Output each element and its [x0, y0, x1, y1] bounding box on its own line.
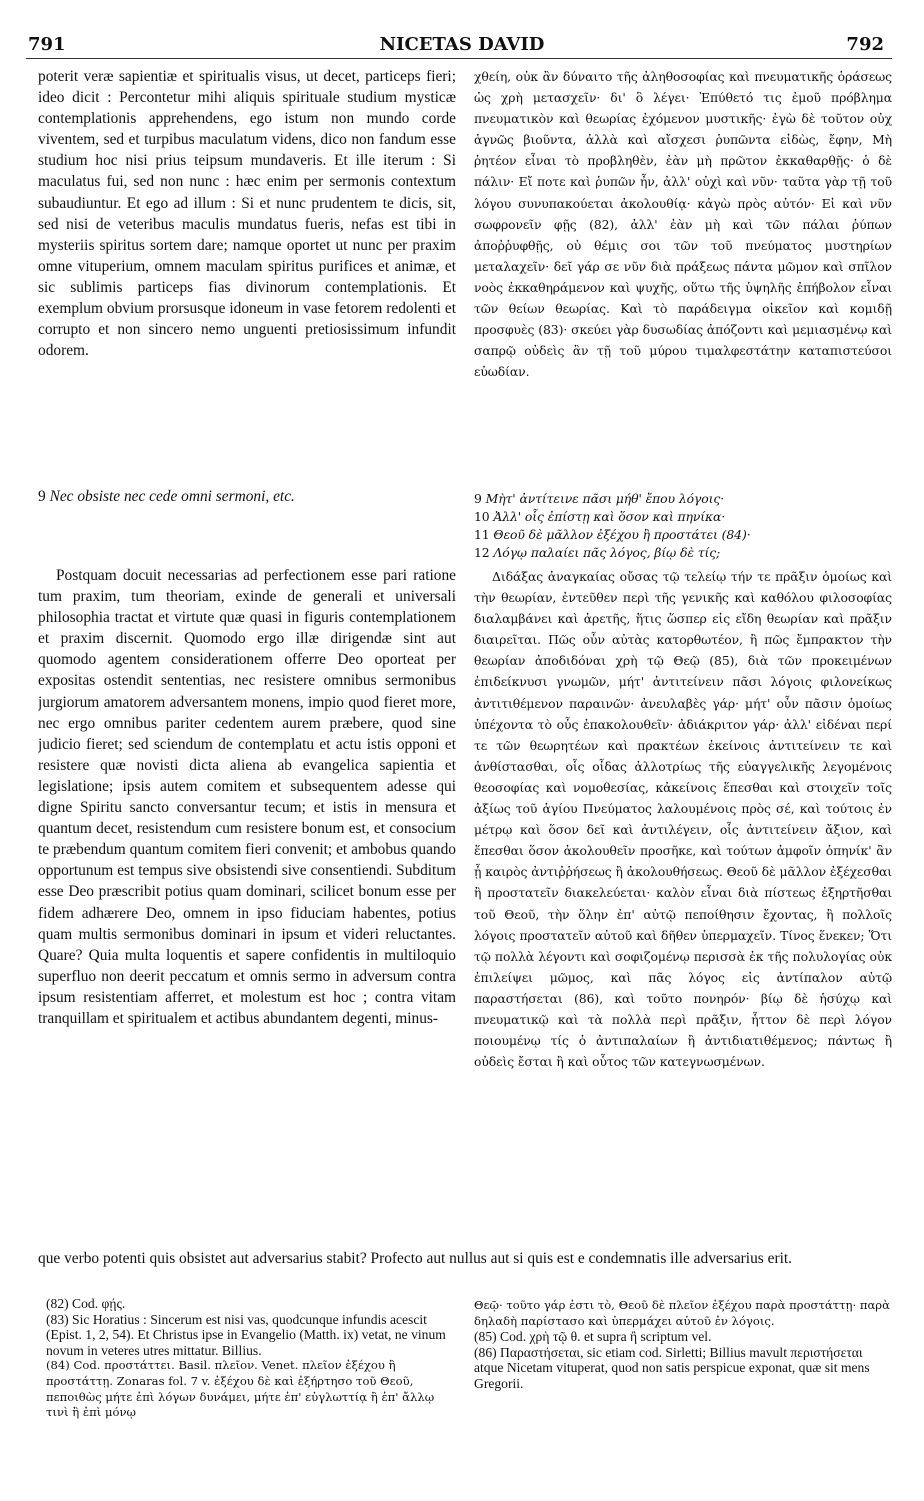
- latin-column-top: [38, 66, 456, 496]
- greek-verse: 10 Ἀλλ' οἷς ἐπίστῃ καὶ ὅσον καὶ πηνίκα·: [474, 509, 726, 524]
- footnote: (85) Cod. χρὴ τῷ θ. et supra ἢ scriptum vel.: [474, 1329, 712, 1345]
- page-number-right: 792: [846, 34, 884, 55]
- greek-verse: 9 Μὴτ' ἀντίτεινε πᾶσι μήθ' ἔπου λόγοις·: [474, 491, 725, 506]
- greek-verse: 11 Θεοῦ δὲ μᾶλλον ἐξέχου ἢ προστάτει (84)·: [474, 527, 751, 542]
- page-number-left: 791: [28, 34, 66, 55]
- latin-verse-heading: [38, 486, 456, 510]
- greek-paragraph: χθείη, οὐκ ἂν δύναιτο τῆς ἀληθοσοφίας καὶ πνευματικῆς ὁράσεως ὡς χρὴ μετασχεῖν· δι' ὃ λέγει· Ἐπύθετό τις ἐμοῦ πρόβλημα πνευματικὸν καὶ θεωρίας ἐχόμενον μυστικῆς· ἐγὼ δὲ τοῦτον οὐχ ἁγνῶς βιοῦντα, ἀλλὰ καὶ αἴσχεσι ῥυπῶντα εἰδὼς, ἔφην, Μὴ ῥητέον εἶναι τὸ προβληθὲν, ἐὰν μὴ πρῶτον ἐκκαθαρθῇς· ὁ δὲ πάλιν· Εἴ ποτε καὶ ῥυπῶν ἦν, ἀλλ' οὐχὶ καὶ νῦν· ταῦτα γὰρ τῇ τοῦ λόγου συνυπακούεται ἀκολουθίᾳ· κἀγὼ πρὸς αὐτόν· Εἰ καὶ νῦν σωφρονεῖν φῇς (82), ἀλλ' ἐὰν μὴ καὶ τῶν πάλαι ῥύπων ἀποῤῥυφθῇς, οὐ θέμις σοι τῶν τοῦ πνεύματος μυστηρίων μεταλαχεῖν· δεῖ γάρ σε νῦν διὰ πράξεως πάντα μῶμον καὶ σπῖλον νοὸς ἐκκαθηράμενον καὶ ψυχῆς, οὕτω τῆς ὑψηλῆς ἐπήβολον εἶναι τῶν θείων θεωρίας. Καὶ τὸ παράδειγμα οἰκεῖον καὶ κομιδῇ προσφυὲς (83)· σκεύει γὰρ δυσωδίας ἀπόζοντι καὶ μεμιασμένῳ καὶ σαπρῷ οὐδεὶς ἂν τῇ τοῦ μύρου τιμαλφεστάτην καταπιστεύσοι εὐωδίαν.: [474, 69, 892, 380]
- greek-commentary: Διδάξας ἀναγκαίας οὔσας τῷ τελείῳ τήν τε πρᾶξιν ὁμοίως καὶ τὴν θεωρίαν, ἐντεῦθεν περὶ τῆς γενικῆς καὶ καθόλου φιλοσοφίας διαλαμβάνει καὶ ἀρετῆς, ἥτις ὥσπερ εἰς εἴδη θεωρίαν καὶ πρᾶξιν διαιρεῖται. Πῶς οὖν αὐτὰς κατορθωτέον, ἢ πῶς ἔμπρακτον τὴν θεωρίαν ἀποδιδόναι χρὴ τῷ Θεῷ (85), διὰ τῶν προκειμένων ἐπιδείκνυσι γνωμῶν, μήτ' ἀντιτείνειν πᾶσι λόγοις φιλονείκως ἀντιτιθέμενον παραινῶν· ἀνευλαβὲς γάρ· μήτ' οὖν πᾶσιν ὁμοίως ὑπέχοντα τὸ οὖς ἐπακολουθεῖν· ἀδιάκριτον γάρ· ἀλλ' εἰδέναι περί τε τῶν θεωρητέων καὶ πρακτέων ἐκείνοις ἀντιτείνειν τε καὶ ἀνθίστασθαι, οἷς οἶδας ἀλλοτρίως τῆς εὐαγγελικῆς λεγομένοις θεοσοφίας καὶ νομοθεσίας, κἀκείνοις ἕπεσθαι καὶ στοιχεῖν τοῖς ἀξίως τοῦ ἁγίου Πνεύματος λαλουμένοις πρὸς σέ, καὶ τούτοις ἐν μέτρῳ καὶ ὅσον δεῖ καὶ ἀντιλέγειν, οἷς ἀντιτείνειν ἄξιον, καὶ ἕπεσθαι ὅσον ἀκολουθεῖν προσῆκε, καὶ τούτων ἀμφοῖν ὁπηνίκ' ἂν ᾖ καιρὸς ἀντιῤῥήσεως ἢ ἀκολουθήσεως. Θεοῦ δὲ μᾶλλον ἐξέχεσθαι ἢ προστατεῖν διακελεύεται· καλὸν εἶναι διὰ πίστεως ἐξηρτῆσθαι τοῦ Θεοῦ, τὴν ὅλην ἐπ' αὐτῷ πεποίθησιν ἔχοντας, ἢ πολλοῖς λόγοις προστατεῖν αὐτοῦ καὶ δῆθεν ὑπερμαχεῖν. Τίνος ἕνεκεν; Ὅτι τῷ πολλὰ λέγοντι καὶ σοφιζομένῳ περισσὰ ἐκ τῆς πολυλογίας οὐκ ἐπιλείψει μῶμος, καὶ πᾶς λόγος εἰς ἀντίπαλον αὐτῷ παραστήσεται (86), καὶ τοῦτο πονηρόν· βίῳ δὲ ἡσύχῳ καὶ πνευματικῷ καὶ τὰ πολλὰ περὶ πρᾶξιν, ἧττον δὲ περὶ λόγον ποιουμένῳ τίς ὁ ἀντιπαλαίων ἢ ἀντιδιατιθέμενος; πάντως ἢ οὐδεὶς ἔσται ἢ καὶ οὗτος τῶν κατεγνωσμένων.: [474, 569, 892, 1070]
- greek-verses: [474, 490, 892, 570]
- greek-verse: 12 Λόγῳ παλαίει πᾶς λόγος, βίῳ δὲ τίς;: [474, 545, 721, 560]
- latin-paragraph: poterit veræ sapientiæ et spiritualis visus, ut decet, particeps fieri; ideo dicit : Percontetur mihi aliquis spirituale studium mysticæ contemplationis apprehendens, ego istum non mundo corde viventem, sed et turpibus maculatum videns, dico non fandum esse studium hoc nisi prius teipsum mundaveris. Et ille iterum : Si maculatus fui, sed non nunc : hæc enim per sermonis contextum subaudiuntur. Et ego ad illum : Si et nunc prudentem te dicis, sit, sed nisi de veteribus maculis mundatus fueris, nefas est tibi in mysteriis spiritus sortem dare; namque oportet ut nunc per praxim omne vituperium, omnem maculam spiritus purifices et animæ, et sic sublimis particeps fias divinorum contemplationis. Et exemplum obvium prorsusque idoneum in vase fetorem redolenti et corrupto et non sincero nemo unguenti pretiosissimum infundit odorem.: [38, 68, 456, 360]
- latin-closing-line: que verbo potenti quis obsistet aut adversarius stabit? Profecto aut nullus aut si quis est e condemnatis ille adversarius erit.: [38, 1250, 792, 1267]
- footnote: Θεῷ· τοῦτο γάρ ἐστι τὸ, Θεοῦ δὲ πλεῖον ἐξέχου παρὰ προστάττῃ· παρὰ δηλαδὴ παρίστασο καὶ ὑπερμάχει αὐτοῦ ἐν λόγοις.: [474, 1298, 890, 1328]
- footnote: (82) Cod. φῄς.: [46, 1296, 126, 1311]
- header-rule: [26, 58, 892, 59]
- greek-column-main: [474, 566, 892, 1246]
- footnotes-left: [46, 1296, 456, 1492]
- footnote: (83) Sic Horatius : Sincerum est nisi vas, quodcunque infundis acescit (Epist. 1, 2, 54). Et Christus ipse in Evangelio (Matth. ix) vetat, ne vinum novum in veteres utres mittatur. Billius.: [46, 1311, 446, 1358]
- verse-number: 9: [38, 488, 46, 505]
- footnote: (86) Παραστήσεται, sic etiam cod. Sirletti; Billius mavult περιστήσεται atque Nicetam vituperat, quod non satis perspicue exponat, quæ sit mens Gregorii.: [474, 1344, 870, 1391]
- greek-column-top: [474, 66, 892, 486]
- latin-column-main: [38, 565, 456, 1250]
- running-title: NICETAS DAVID: [379, 34, 545, 55]
- footnote: (84) Cod. προστάττει. Basil. πλεῖον. Venet. πλεῖον ἐξέχου ἢ προστάττῃ. Zonaras fol. 7 v. ἐξέχου δὲ καὶ ἐξήρτησο τοῦ Θεοῦ, πεποιθὼς μήτε ἐπὶ λόγων δυνάμει, μήτε ἐπ' εὐγλωττίᾳ ἢ ἐπ' ἄλλῳ τινὶ ἢ ἐπὶ μόνῳ: [46, 1358, 435, 1420]
- footnotes-right: [474, 1298, 892, 1488]
- verse-text: Nec obsiste nec cede omni sermoni, etc.: [49, 488, 295, 505]
- latin-commentary: Postquam docuit necessarias ad perfectionem esse pari ratione tum praxim, tum theoriam, exinde de generali et universali philosophia tractat et virtute quæ quasi in figuris contemplationem et praxim discernit. Quomodo ergo illæ dirigendæ sint aut quomodo agentem considerationem offerre Deo oporteat per expositas ostendit sententias, nec resistere omnibus sermonibus jurgiorum amatorem adversantem monens, impio quod fieret more, nec ergo omnibus pariter cedentem aurem præbere, quod sine judicio fieret; sed sciendum de contemplatu et actu istis opponi et resistere quæ novisti dicta aliena ab evangelica sapientia et legislatione; ipsis autem comitem et subsequentem adesse qui digne Spiritu sancto conversantur tecum; et istis in mensura et quantum decet, resistendum cum resistere bonum est, et consocium te præbendum quantum comitem fieri convenit; et ambobus quando opportunum est tempus sive obsistendi sive consentiendi. Subditum esse Deo præscribit potius quam dominari, scilicet bonum esse per fidem adhærere Deo, omnem in ipso fiduciam habentes, potius quam multis sermonibus dominari in ipsum et videri reluctantes. Quare? Quia multa loquentis et sapere confidentis in multiloquio superfluo non deerit peccatum et omnis sermo in adversum contra ipsum resistentiam afferret, et molestum est hoc ; contra vitam tranquillam et spiritualem et actibus abundantem degenti, minus-: [38, 567, 456, 1027]
